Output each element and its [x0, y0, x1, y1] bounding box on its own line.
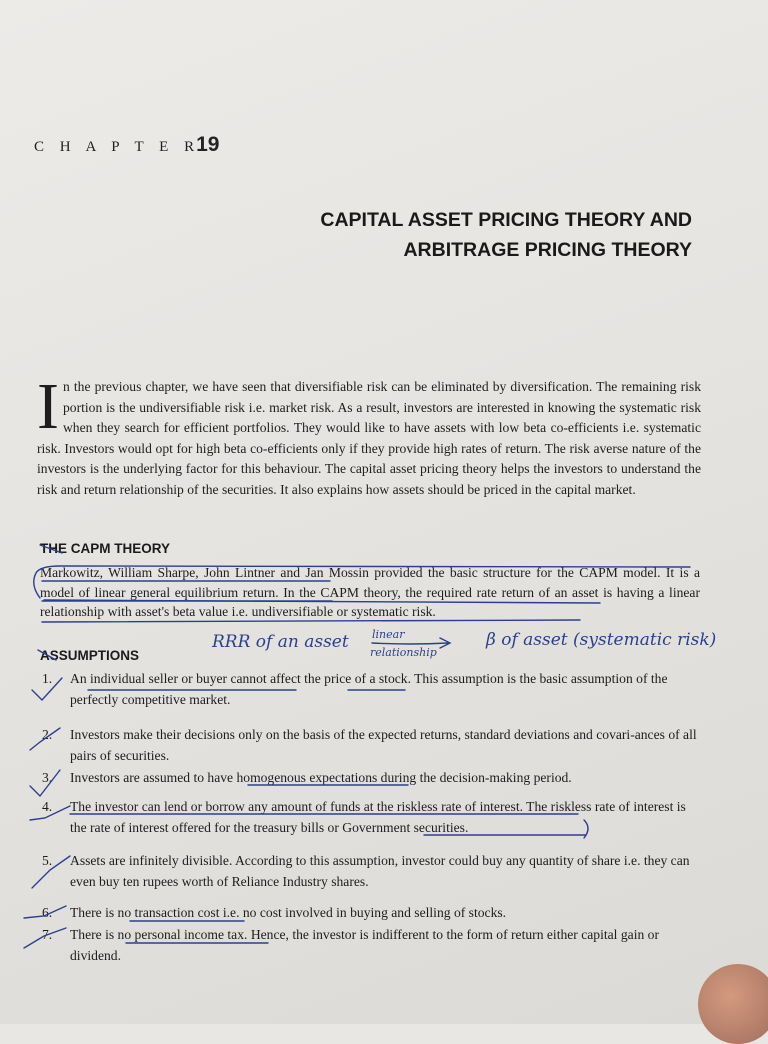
item-number: 6. [42, 905, 53, 920]
handwritten-note-left: RRR of an asset [212, 632, 349, 652]
item-text: There is no personal income tax. Hence, the investor is indifferent to the form of return either capital gain or dividend. [70, 927, 659, 963]
item-text: There is no transaction cost i.e. no cost involved in buying and selling of stocks. [70, 905, 507, 920]
tick-5 [32, 856, 70, 888]
title-line-1: CAPITAL ASSET PRICING THEORY AND [320, 209, 692, 231]
strike-the [40, 545, 62, 553]
strike-assumptions [38, 650, 56, 660]
arrow-linear [372, 638, 450, 648]
item-text: Investors are assumed to have homogenous expectations during the decision-making period. [70, 770, 572, 785]
item-text: An individual seller or buyer cannot affect the price of a stock. This assumption is the basic assumption of the perfectly competitive market. [70, 671, 668, 707]
item-text: The investor can lend or borrow any amount of funds at the riskless rate of interest. The riskless rate of interest is the rate of interest offered for the treasury bills or Government securities. [70, 799, 686, 835]
item-number: 5. [42, 853, 53, 868]
chapter-word: C H A P T E R [34, 139, 201, 155]
intro-text: n the previous chapter, we have seen that diversifiable risk can be eliminated by diversification. The remaining risk portion is the undiversifiable risk i.e. market risk. As a result, investors are interested in knowing the systematic risk when they search for efficient portfolios. They would like to have assets with low beta co-efficients i.e. systematic risk. Investors would opt for high beta co-efficients only if they provide high rates of return. The risk averse nature of the investors is the underlying factor for this behaviour. The capital asset pricing theory helps the investors to understand the risk and return relationship of the securities. It also explains how assets should be priced in the capital market. [37, 379, 701, 497]
capm-heading: THE CAPM THEORY [40, 541, 171, 556]
tick-6 [24, 906, 66, 918]
item-text: Assets are infinitely divisible. According to this assumption, investor could buy any quantity of share i.e. they can even buy ten rupees worth of Reliance Industry shares. [70, 853, 690, 889]
handwritten-arrow-label-bottom: relationship [370, 646, 437, 659]
item-number: 1. [42, 671, 53, 686]
item-number: 4. [42, 799, 53, 814]
title-line-2: ARBITRAGE PRICING THEORY [403, 239, 692, 261]
drop-cap: I [37, 370, 59, 443]
assumptions-heading: ASSUMPTIONS [40, 648, 140, 663]
handwritten-note-right: β of asset (systematic risk) [486, 630, 717, 650]
capm-box-outline [34, 566, 690, 603]
finger-thumb [698, 964, 768, 1044]
item-number: 3. [42, 770, 53, 785]
item-text: Investors make their decisions only on the basis of the expected returns, standard deviations and covari-ances of all pairs of securities. [70, 727, 697, 763]
underline-asset-beta [42, 620, 580, 622]
handwritten-arrow-label-top: linear [372, 628, 405, 641]
tick-2 [30, 728, 60, 750]
tick-7 [24, 928, 66, 948]
item-number: 7. [42, 927, 53, 942]
tick-4 [30, 806, 70, 820]
tick-3 [30, 770, 60, 796]
tick-1 [32, 678, 62, 700]
capm-text: Markowitz, William Sharpe, John Lintner and Jan Mossin provided the basic structure for the CAPM model. It is a model of linear general equilibrium return. In the CAPM theory, the required rate return of an asset is having a linear relationship with asset's beta value i.e. undiversifiable or systematic risk. [40, 565, 700, 619]
item-number: 2. [42, 727, 53, 742]
chapter-number: 19 [196, 133, 220, 156]
